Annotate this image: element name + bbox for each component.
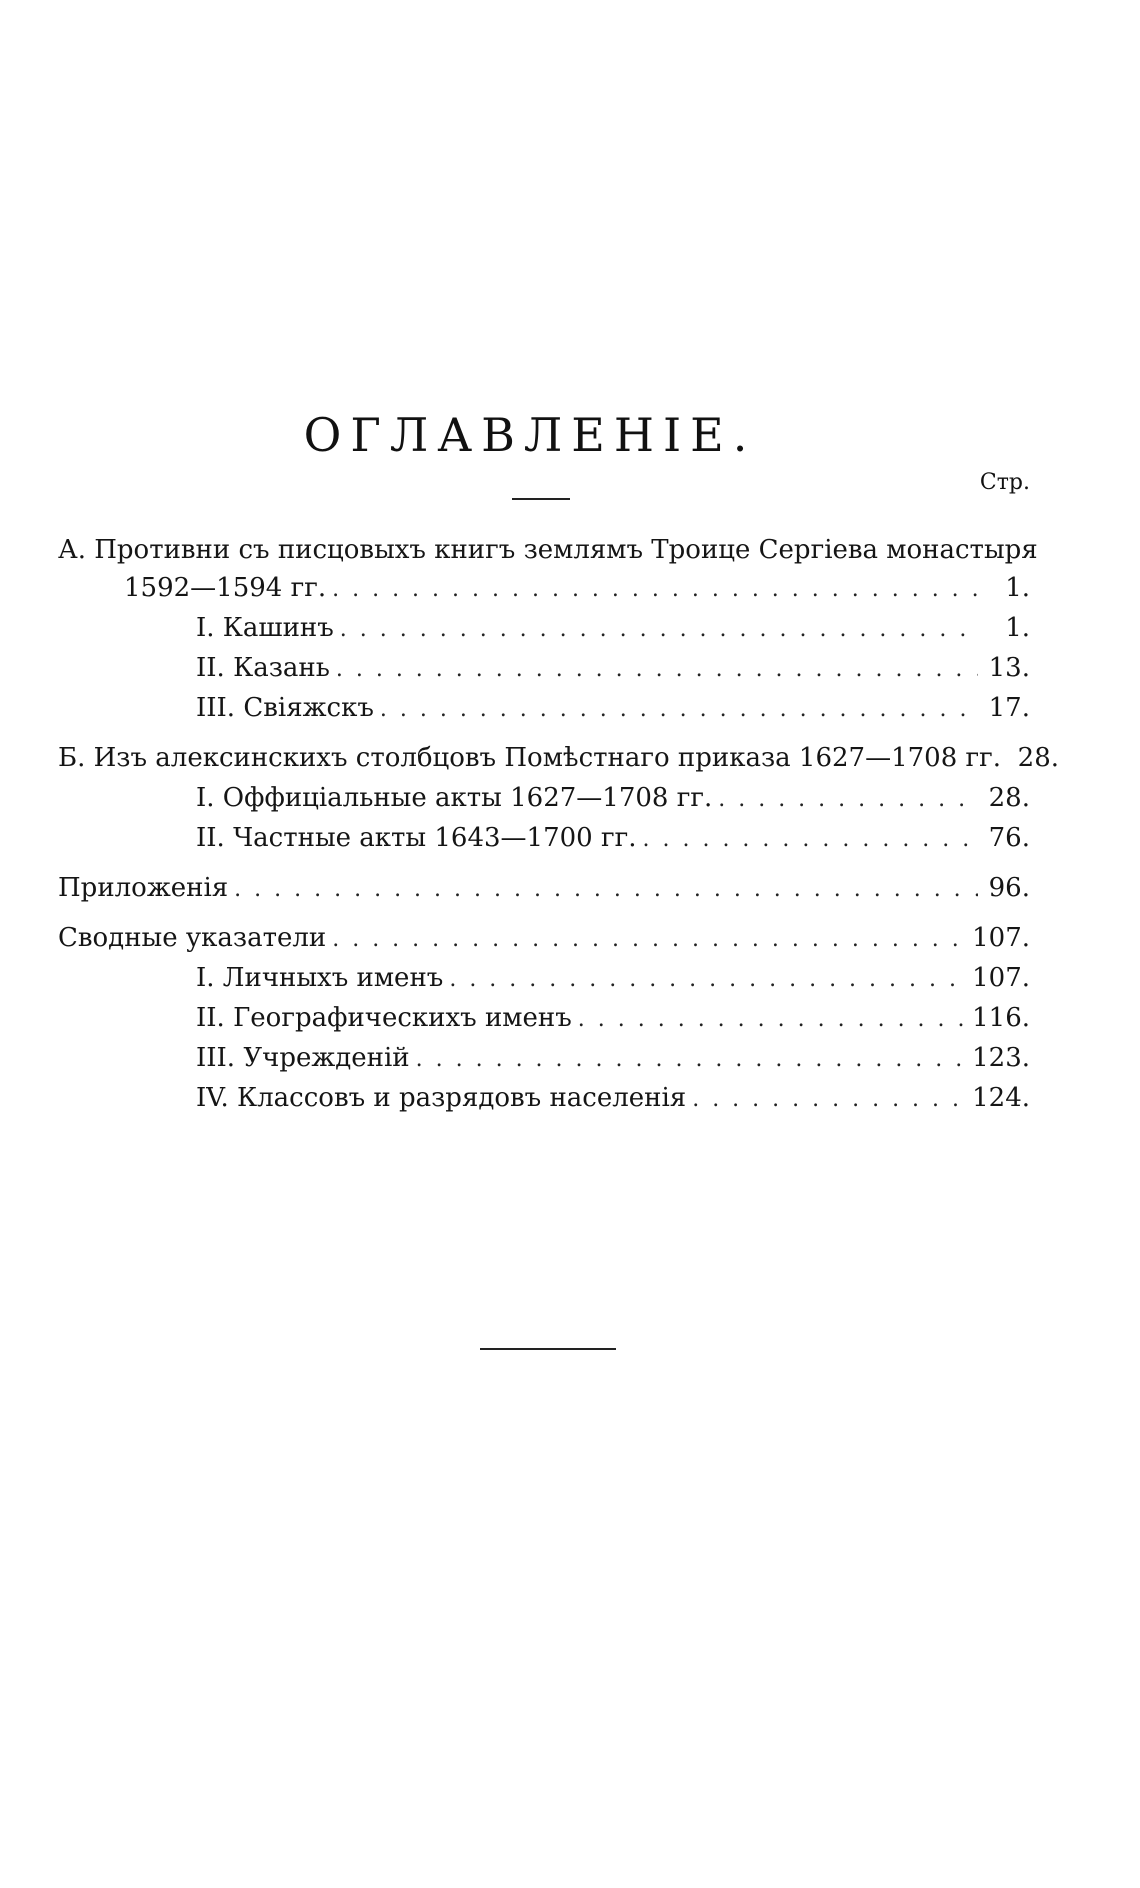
dot-leader xyxy=(692,1080,966,1120)
toc-entry-page: 28. xyxy=(1017,743,1060,773)
toc-entry-page: 13. xyxy=(988,653,1030,683)
end-rule xyxy=(480,1348,616,1350)
toc-entry-b-2 xyxy=(0,818,1030,858)
dot-leader xyxy=(234,870,978,910)
toc-entry-appendices xyxy=(0,868,1030,908)
toc-entry-a-3 xyxy=(0,688,1030,728)
dot-leader xyxy=(643,820,979,860)
dot-leader xyxy=(332,920,966,960)
dot-leader xyxy=(332,570,978,610)
toc-entry-a xyxy=(0,530,1038,570)
dot-leader xyxy=(416,1040,966,1080)
toc-entry-label: I. Кашинъ xyxy=(196,608,340,648)
toc-entry-page: 124. xyxy=(972,1083,1030,1113)
toc-entry-page: 1. xyxy=(1005,573,1030,603)
toc-entry-label: I. Оффиціальные акты 1627—1708 гг. xyxy=(196,778,718,818)
toc-entry-label: I. Личныхъ именъ xyxy=(196,958,449,998)
dot-leader xyxy=(449,960,966,1000)
toc-entry-label: 1592—1594 гг. xyxy=(124,568,332,608)
page-column-label: Стр. xyxy=(979,470,1030,495)
toc-entry-label: Сводные указатели xyxy=(58,918,332,958)
toc-entry-label: А. Противни съ писцовыхъ книгъ землямъ Троице Сергіева монастыря xyxy=(58,530,1044,570)
toc-entry-label: Приложенія xyxy=(58,868,234,908)
dot-leader xyxy=(336,650,978,690)
toc-entry-index-2 xyxy=(0,998,1030,1038)
toc-entry-a-1 xyxy=(0,608,1030,648)
title-rule xyxy=(512,498,570,500)
dot-leader xyxy=(380,690,978,730)
toc-entry-page: 76. xyxy=(988,823,1030,853)
toc-entry-page: 123. xyxy=(972,1043,1030,1073)
toc-entry-label: II. Частные акты 1643—1700 гг. xyxy=(196,818,643,858)
toc-entry-a-years xyxy=(0,568,1030,608)
toc-entry-page: 96. xyxy=(988,873,1030,903)
dot-leader xyxy=(578,1000,966,1040)
toc-entry-page: 17. xyxy=(988,693,1030,723)
toc-entry-label: Б. Изъ алексинскихъ столбцовъ Помѣстнаго приказа 1627—1708 гг. xyxy=(58,738,1007,778)
toc-entry-b-1 xyxy=(0,778,1030,818)
toc-entry-page: 116. xyxy=(972,1003,1030,1033)
toc-entry-index-3 xyxy=(0,1038,1030,1078)
toc-entry-a-2 xyxy=(0,648,1030,688)
toc-entry-label: II. Географическихъ именъ xyxy=(196,998,578,1038)
toc-entry-page: 107. xyxy=(972,963,1030,993)
toc-entry-label: III. Учрежденій xyxy=(196,1038,416,1078)
toc-entry-index-1 xyxy=(0,958,1030,998)
toc-entry-b xyxy=(0,738,1060,778)
dot-leader xyxy=(340,610,978,650)
toc-entry-indexes xyxy=(0,918,1030,958)
toc-entry-page: 1. xyxy=(1005,613,1030,643)
toc-entry-page: 28. xyxy=(988,783,1030,813)
dot-leader xyxy=(718,780,978,820)
toc-entry-label: IV. Классовъ и разрядовъ населенія xyxy=(196,1078,692,1118)
toc-entry-label: II. Казань xyxy=(196,648,336,688)
page-title: ОГЛАВЛЕНІЕ. xyxy=(303,408,757,462)
toc-entry-page: 107. xyxy=(972,923,1030,953)
toc-entry-index-4 xyxy=(0,1078,1030,1118)
toc-entry-label: III. Свіяжскъ xyxy=(196,688,380,728)
